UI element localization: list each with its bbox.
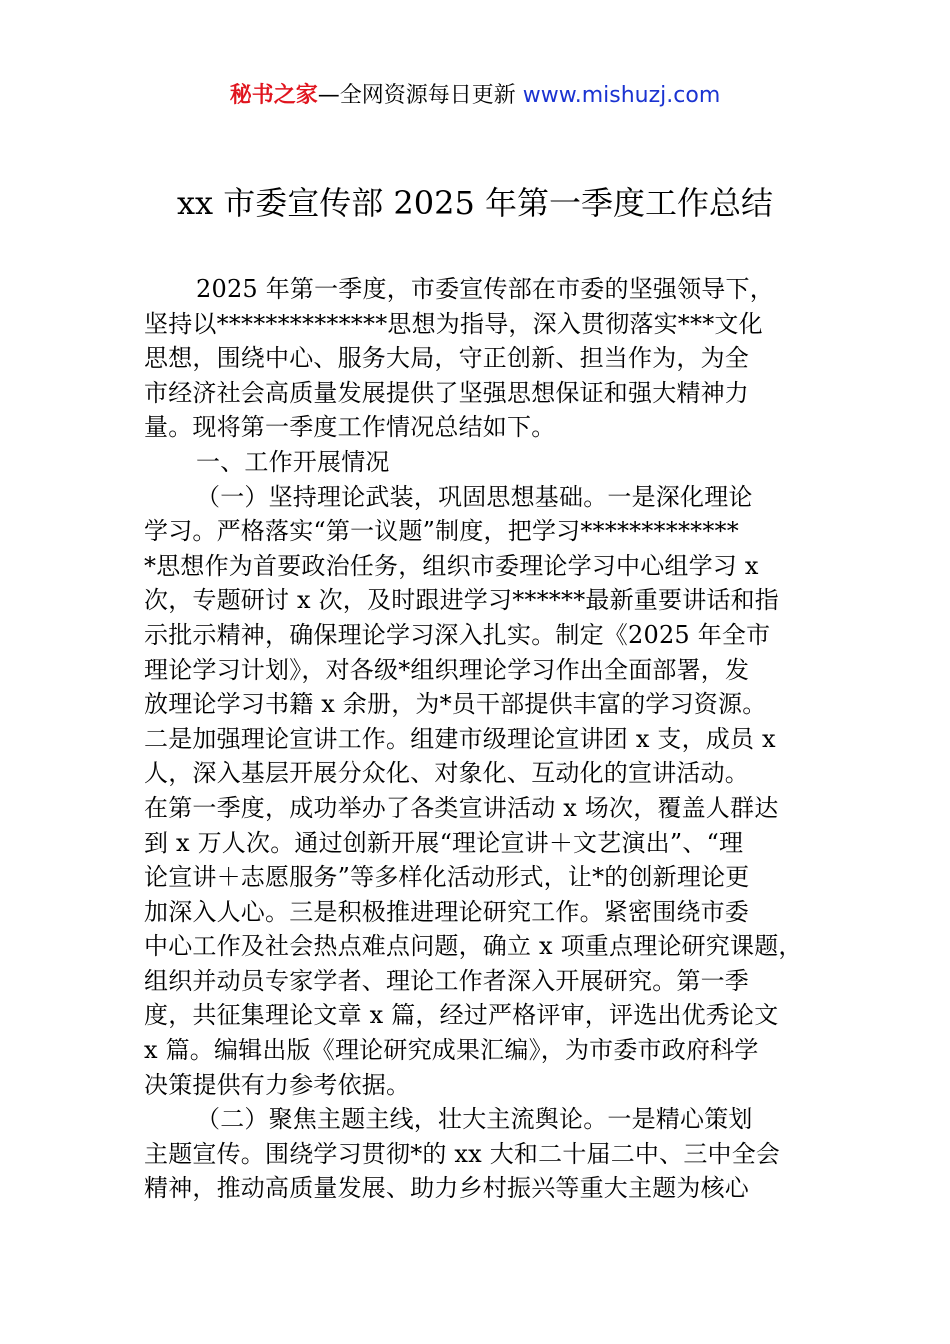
- site-tagline: —全网资源每日更新: [317, 83, 523, 108]
- site-brand: 秘书之家: [229, 83, 318, 108]
- body-text-line: 一、工作开展情况: [196, 447, 390, 476]
- body-text-line: 放理论学习书籍 x 余册，为*员干部提供丰富的学习资源。: [144, 690, 767, 719]
- body-text-line: 学习。严格落实“第一议题”制度，把学习*************: [144, 517, 739, 546]
- body-text-line: 在第一季度，成功举办了各类宣讲活动 x 场次，覆盖人群达: [144, 793, 779, 822]
- site-url-link[interactable]: www.mishuzj.com: [522, 83, 721, 108]
- site-header: [0, 80, 950, 112]
- body-text-line: 量。现将第一季度工作情况总结如下。: [144, 413, 556, 442]
- document-title: xx 市委宣传部 2025 年第一季度工作总结: [176, 184, 774, 222]
- body-text-line: 次，专题研讨 x 次，及时跟进学习******最新重要讲话和指: [144, 586, 779, 615]
- body-text-line: 坚持以**************思想为指导，深入贯彻落实***文化: [144, 309, 763, 338]
- body-text-line: 主题宣传。围绕学习贯彻*的 xx 大和二十届二中、三中全会: [144, 1139, 781, 1168]
- body-text-line: 示批示精神，确保理论学习深入扎实。制定《2025 年全市: [144, 620, 771, 649]
- body-text-line: 组织并动员专家学者、理论工作者深入开展研究。第一季: [144, 966, 749, 995]
- body-text-line: 二是加强理论宣讲工作。组建市级理论宣讲团 x 支，成员 x: [144, 724, 776, 753]
- document-body: [144, 272, 808, 1206]
- body-text-line: 思想，围绕中心、服务大局，守正创新、担当作为，为全: [144, 344, 749, 373]
- body-text-line: 人，深入基层开展分众化、对象化、互动化的宣讲活动。: [144, 759, 749, 788]
- body-text-line: 度，共征集理论文章 x 篇，经过严格评审，评选出优秀论文: [144, 1001, 779, 1030]
- body-text-line: 决策提供有力参考依据。: [144, 1070, 411, 1099]
- body-text-line: 2025 年第一季度，市委宣传部在市委的坚强领导下，: [196, 275, 774, 303]
- body-text-line: 到 x 万人次。通过创新开展“理论宣讲＋文艺演出”、“理: [144, 828, 744, 857]
- body-text-line: 理论学习计划》，对各级*组织理论学习作出全面部署，发: [144, 655, 750, 684]
- body-text-line: 论宣讲＋志愿服务”等多样化活动形式，让*的创新理论更: [144, 863, 750, 892]
- body-text-line: 加深入人心。三是积极推进理论研究工作。紧密围绕市委: [144, 897, 749, 926]
- body-text-line: （二）聚焦主题主线，壮大主流舆论。一是精心策划: [196, 1105, 753, 1134]
- body-text-line: x 篇。编辑出版《理论研究成果汇编》，为市委市政府科学: [144, 1036, 759, 1065]
- body-text-line: 市经济社会高质量发展提供了坚强思想保证和强大精神力: [144, 378, 749, 407]
- body-text-line: *思想作为首要政治任务，组织市委理论学习中心组学习 x: [144, 551, 759, 580]
- body-text-line: 精神，推动高质量发展、助力乡村振兴等重大主题为核心: [144, 1174, 749, 1203]
- body-text-line: 中心工作及社会热点难点问题，确立 x 项重点理论研究课题，: [144, 932, 803, 961]
- body-text-line: （一）坚持理论武装，巩固思想基础。一是深化理论: [196, 482, 753, 511]
